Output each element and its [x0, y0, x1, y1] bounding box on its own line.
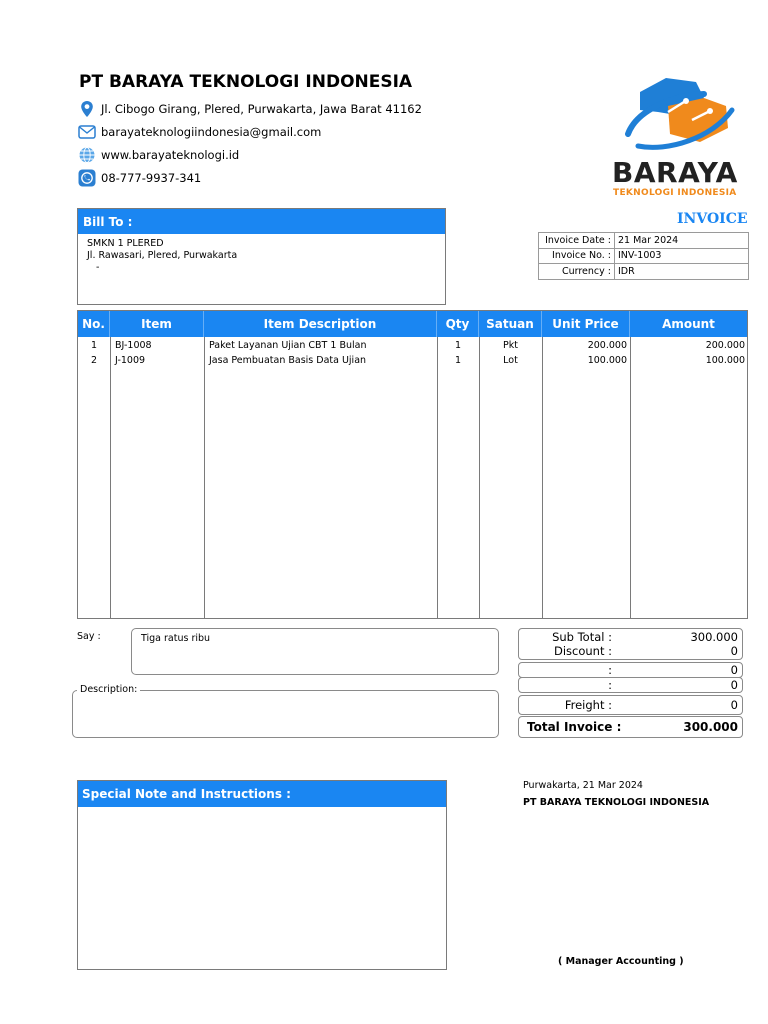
special-notes-box	[77, 780, 447, 970]
row-qty: 1	[454, 340, 462, 351]
items-table	[77, 310, 748, 619]
freight-box	[518, 695, 743, 715]
header-unit-price: Unit Price	[542, 311, 630, 337]
bill-to-address: Jl. Rawasari, Plered, Purwakarta	[87, 250, 238, 261]
row-unit-price: 200.000	[587, 340, 627, 351]
row-unit-price: 100.000	[587, 355, 627, 366]
say-box	[131, 628, 499, 675]
address-row	[78, 99, 422, 119]
subtotal-label: Sub Total :	[552, 630, 612, 644]
row-item: BJ-1008	[115, 340, 152, 351]
company-name: PT BARAYA TEKNOLOGI INDONESIA	[79, 72, 413, 92]
company-phone: 08-777-9937-341	[101, 171, 202, 185]
subtotal-discount-box	[518, 628, 743, 660]
bill-to-heading: Bill To :	[78, 209, 445, 234]
extra-charge-1-label: :	[608, 663, 612, 677]
special-notes-heading: Special Note and Instructions :	[78, 781, 446, 807]
freight-label: Freight :	[564, 698, 612, 712]
items-table-header	[78, 311, 747, 337]
bill-to-box	[77, 208, 446, 305]
row-unit: Lot	[503, 355, 518, 366]
extra-charge-2-label: :	[608, 678, 612, 692]
phone-row	[78, 168, 201, 188]
header-item: Item	[110, 311, 204, 337]
table-row	[78, 338, 747, 353]
location-pin-icon	[78, 100, 96, 118]
whatsapp-icon	[78, 169, 96, 187]
total-invoice-box	[518, 716, 743, 738]
discount-value: 0	[730, 644, 738, 658]
freight-value: 0	[730, 698, 738, 712]
invoice-meta-table	[538, 232, 749, 280]
total-invoice-value: 300.000	[683, 720, 738, 734]
company-address: Jl. Cibogo Girang, Plered, Purwakarta, Jawa Barat 41162	[101, 102, 422, 116]
extra-charge-1-value: 0	[730, 663, 738, 677]
currency-label: Currency :	[539, 264, 615, 280]
say-text: Tiga ratus ribu	[141, 633, 211, 644]
total-invoice-label: Total Invoice :	[527, 720, 622, 734]
row-amount: 200.000	[705, 340, 745, 351]
table-row	[78, 353, 747, 368]
company-website[interactable]: www.barayateknologi.id	[101, 148, 240, 162]
row-item: J-1009	[115, 355, 146, 366]
bill-to-extra: -	[96, 262, 100, 273]
row-unit: Pkt	[503, 340, 518, 351]
row-amount: 100.000	[705, 355, 745, 366]
header-amount: Amount	[662, 317, 715, 331]
discount-label: Discount :	[553, 644, 612, 658]
row-description: Paket Layanan Ujian CBT 1 Bulan	[209, 340, 367, 351]
description-box	[72, 690, 499, 738]
logo-subtitle: TEKNOLOGI INDONESIA	[613, 188, 737, 198]
invoice-no-label: Invoice No. :	[539, 248, 615, 264]
say-label: Say :	[77, 631, 101, 642]
invoice-date-label: Invoice Date :	[539, 233, 615, 249]
row-qty: 1	[454, 355, 462, 366]
header-description: Item Description	[204, 311, 437, 337]
currency: IDR	[615, 264, 749, 280]
header-no: No.	[78, 311, 110, 337]
header-unit: Satuan	[479, 311, 542, 337]
email-row	[78, 122, 321, 142]
extra-charge-1-box	[518, 662, 743, 678]
logo-name: BARAYA	[612, 156, 738, 189]
bill-to-name: SMKN 1 PLERED	[87, 238, 164, 249]
invoice-no: INV-1003	[615, 248, 749, 264]
row-no: 1	[90, 340, 98, 351]
globe-icon	[78, 146, 96, 164]
extra-charge-2-box	[518, 677, 743, 693]
signature-company: PT BARAYA TEKNOLOGI INDONESIA	[523, 797, 710, 808]
website-row	[78, 145, 239, 165]
row-description: Jasa Pembuatan Basis Data Ujian	[209, 355, 367, 366]
invoice-date: 21 Mar 2024	[615, 233, 749, 249]
row-no: 2	[90, 355, 98, 366]
signature-place-date: Purwakarta, 21 Mar 2024	[523, 780, 643, 791]
description-label: Description:	[77, 684, 140, 695]
mail-icon	[78, 123, 96, 141]
invoice-title: INVOICE	[677, 211, 748, 227]
extra-charge-2-value: 0	[730, 678, 738, 692]
subtotal-value: 300.000	[690, 630, 738, 644]
company-email[interactable]: barayateknologiindonesia@gmail.com	[101, 125, 322, 139]
header-qty: Qty	[437, 311, 479, 337]
signature-role: ( Manager Accounting )	[558, 956, 684, 967]
